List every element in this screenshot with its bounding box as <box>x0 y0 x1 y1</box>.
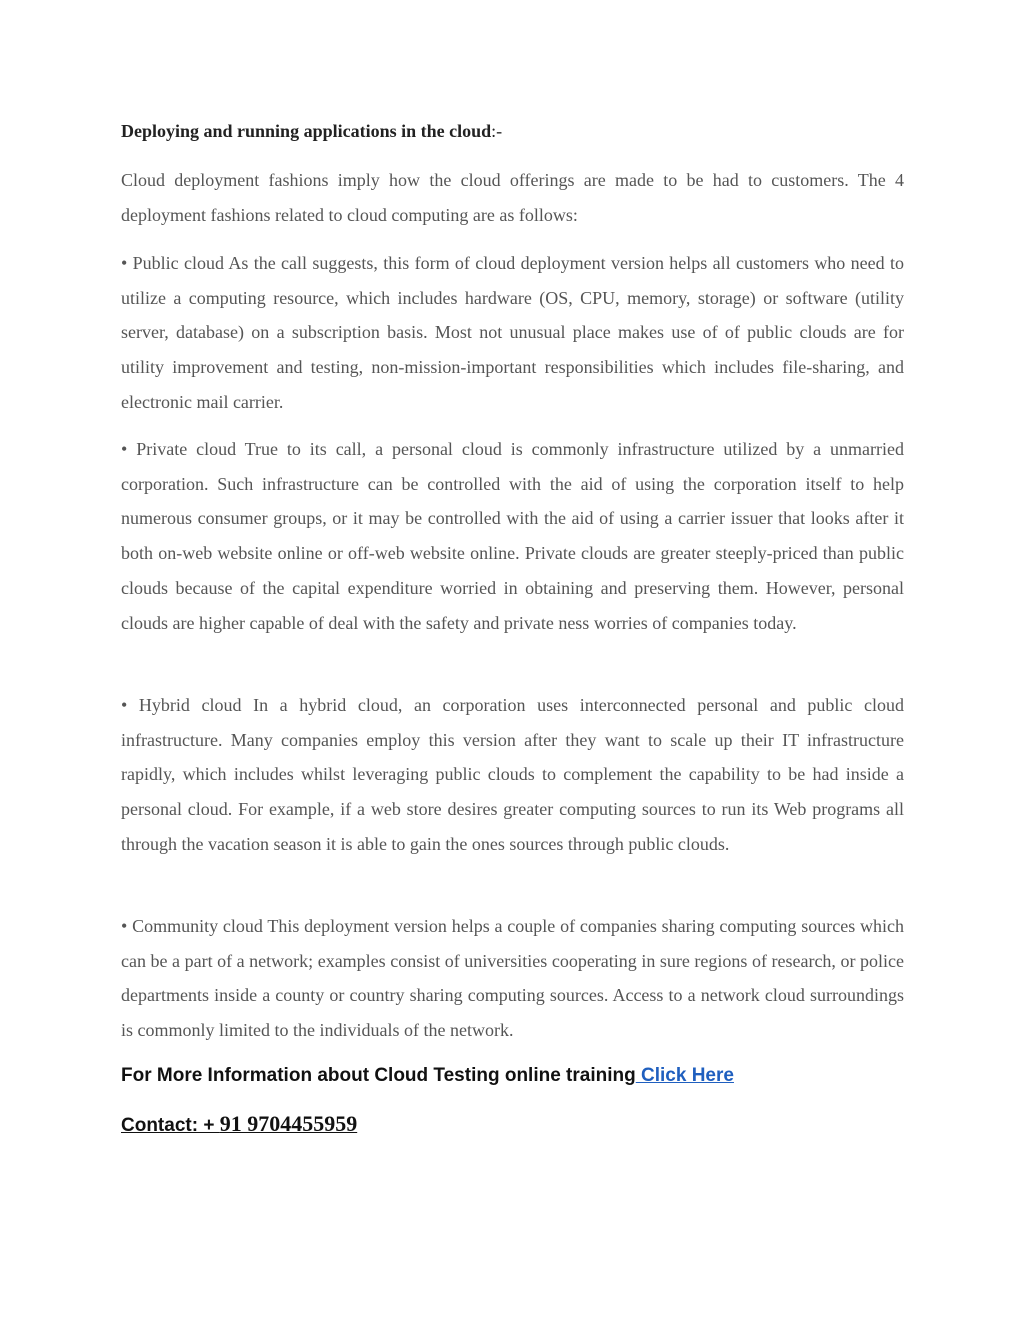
intro-paragraph: Cloud deployment fashions imply how the cloud offerings are made to be had to customers. The 4 deployment fashions related to cloud computing are as follows: <box>121 170 904 225</box>
more-info-line <box>121 1065 734 1087</box>
contact-label: Contact: + <box>121 1115 220 1136</box>
public-cloud-paragraph: • Public cloud As the call suggests, this form of cloud deployment version helps all customers who need to utilize a computing resource, which includes hardware (OS, CPU, memory, storage) or software (utility server, database) on a subscription basis. Most not unusual place makes use of of public clouds are for utility improvement and testing, non-mission-important responsibilities which includes file-sharing, and electronic mail carrier. <box>121 253 904 412</box>
more-info-text: For More Information about Cloud Testing online training <box>121 1065 636 1086</box>
contact-line <box>121 1111 357 1137</box>
click-here-link[interactable]: Click Here <box>635 1065 734 1086</box>
private-cloud-paragraph: • Private cloud True to its call, a personal cloud is commonly infrastructure utilized by a unmarried corporation. Such infrastructure can be controlled with the aid of using the corporation itself to help numerous consumer groups, or it may be controlled with the aid of using a carrier issuer that looks after it both on-web website online or off-web website online. Private clouds are greater steeply-priced than public clouds because of the capital expenditure worried in obtaining and preserving them. However, personal clouds are higher capable of deal with the safety and private ness worries of companies today. <box>121 439 904 633</box>
community-cloud-paragraph: • Community cloud This deployment version helps a couple of companies sharing computing sources which can be a part of a network; examples consist of universities cooperating in sure regions of research, or police departments inside a county or country sharing computing sources. Access to a network cloud surroundings is commonly limited to the individuals of the network. <box>121 916 904 1041</box>
heading-title: Deploying and running applications in the cloud <box>121 121 492 141</box>
heading-suffix: :- <box>491 121 503 141</box>
section-heading <box>121 121 502 142</box>
contact-number: 91 9704455959 <box>219 1111 358 1136</box>
hybrid-cloud-paragraph: • Hybrid cloud In a hybrid cloud, an corporation uses interconnected personal and public cloud infrastructure. Many companies employ this version after they want to scale up their IT infrastructure rapidly, which includes whilst leveraging public clouds to complement the capability to be had inside a personal cloud. For example, if a web store desires greater computing sources to run its Web programs all through the vacation season it is able to gain the ones sources through public clouds. <box>121 695 904 854</box>
